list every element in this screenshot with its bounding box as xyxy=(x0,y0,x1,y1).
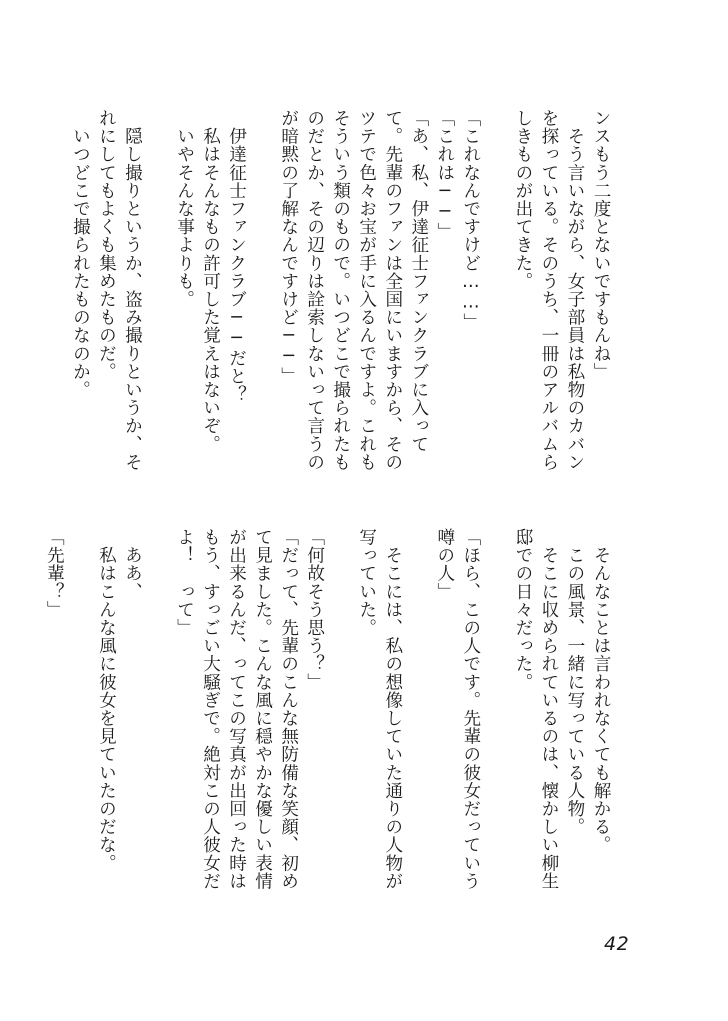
text-line: のだとか、その辺りは詮索しないって言うの xyxy=(304,109,325,471)
text-line: 「あ、私、伊達征士ファンクラブに入って xyxy=(408,109,429,453)
text-line: ああ、 xyxy=(122,528,143,601)
text-line: よ！ って」 xyxy=(174,528,195,637)
text-line: 「これなんですけど……」 xyxy=(460,109,481,331)
text-line: そこには、私の想像していた通りの人物が xyxy=(382,528,403,890)
text-line: が出来るんだ、ってこの写真が出回った時は xyxy=(226,528,247,890)
text-line: を探っている。そのうち、一冊のアルバムら xyxy=(538,109,559,471)
text-line: が暗黙の了解なんですけど──」 xyxy=(278,109,299,386)
text-line: 隠し撮りというか、盗み撮りというか、そ xyxy=(122,109,143,471)
text-line: 私はそんなもの許可した覚えはないぞ。 xyxy=(200,109,221,453)
text-line: 伊達征士ファンクラブ──だと？ xyxy=(226,109,247,404)
text-line: ンスもう二度とないですもんね」 xyxy=(591,109,611,381)
text-line: 写っていた。 xyxy=(356,528,377,637)
text-line: この風景、一緒に写っている人物。 xyxy=(564,528,585,836)
page-number: 42 xyxy=(604,933,630,955)
lower-text-block xyxy=(41,528,614,913)
text-line: て見ました。こんな風に穏やかな優しい表情 xyxy=(252,528,273,890)
text-line: そういう類のもので。いつどこで撮られたも xyxy=(330,109,351,471)
text-line: て。先輩のファンは全国にいますから、その xyxy=(382,109,403,471)
text-line: 私はこんな風に彼女を見ていたのだな。 xyxy=(96,528,117,872)
text-line: 「何故そう思う？」 xyxy=(304,528,325,691)
text-line: れにしてもよくも集めたものだ。 xyxy=(96,109,117,381)
text-line: 邸での日々だった。 xyxy=(512,528,533,691)
text-line: そこに収められているのは、懐かしい柳生 xyxy=(538,528,559,890)
text-line: 「これは──」 xyxy=(434,109,455,241)
text-line: 噂の人」 xyxy=(434,528,455,601)
text-line: いつどこで撮られたものなのか。 xyxy=(70,109,91,399)
text-line: ツテで色々お宝が手に入るんですよ。これも xyxy=(356,109,377,471)
text-line: 「先輩？」 xyxy=(44,528,65,619)
text-line: そんなことは言われなくても解かる。 xyxy=(591,528,611,854)
text-line: そう言いながら、女子部員は私物のカバン xyxy=(564,109,585,471)
text-line: 「だって、先輩のこんな無防備な笑顔、初め xyxy=(278,528,299,890)
upper-text-block xyxy=(67,109,614,504)
text-line: いやそんな事よりも。 xyxy=(174,109,195,309)
text-line: もう、すっごい大騒ぎで。絶対この人彼女だ xyxy=(200,528,221,890)
text-line: 「ほら、この人です。先輩の彼女だっていう xyxy=(460,528,481,890)
text-line: しきものが出てきた。 xyxy=(512,109,533,290)
